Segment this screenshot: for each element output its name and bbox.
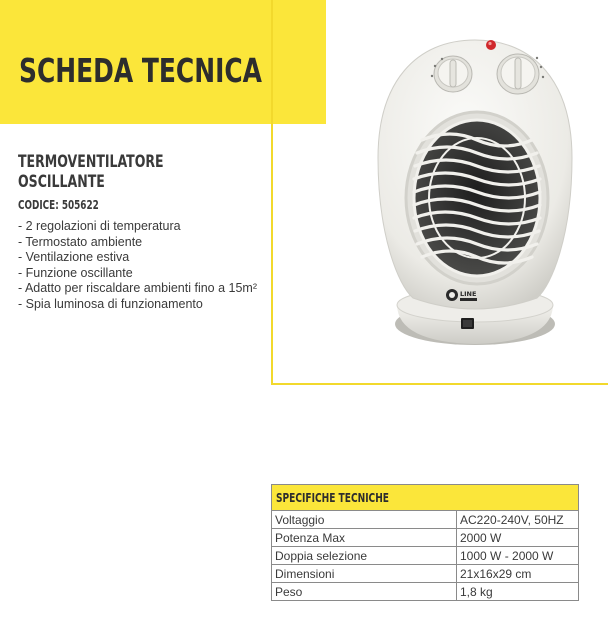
feature-item: - Funzione oscillante <box>18 265 133 280</box>
brand-logo <box>446 289 477 301</box>
fan-heater-image <box>372 30 582 350</box>
spec-value: AC220-240V, 50HZ <box>457 511 579 529</box>
spec-value: 1000 W - 2000 W <box>457 547 579 565</box>
product-name-line-2: OSCILLANTE <box>18 172 105 192</box>
table-row <box>272 529 579 547</box>
feature-item: - Termostato ambiente <box>18 234 143 249</box>
temperature-knob-icon <box>434 56 472 92</box>
specs-table <box>271 484 579 601</box>
spec-value: 1,8 kg <box>457 583 579 601</box>
spec-value: 2000 W <box>457 529 579 547</box>
feature-item: - Adatto per riscaldare ambienti fino a 15m² <box>18 281 258 295</box>
mode-knob-icon <box>497 54 539 94</box>
spec-label: Voltaggio <box>272 511 457 529</box>
frame-line-horizontal <box>271 383 608 385</box>
specs-table-header <box>272 485 579 511</box>
spec-value: 21x16x29 cm <box>457 565 579 583</box>
feature-list <box>18 219 257 312</box>
spec-label: Peso <box>272 583 457 601</box>
table-row <box>272 583 579 601</box>
spec-label: Doppia selezione <box>272 547 457 565</box>
product-code: CODICE: 505622 <box>18 198 99 212</box>
table-row <box>272 547 579 565</box>
power-light-icon <box>486 40 496 50</box>
specs-title: SPECIFICHE TECNICHE <box>276 490 390 505</box>
svg-text:LINE: LINE <box>460 290 477 298</box>
feature-item: - Spia luminosa di funzionamento <box>18 296 203 311</box>
product-name-line-1: TERMOVENTILATORE <box>18 152 164 172</box>
feature-item: - Ventilazione estiva <box>18 250 130 264</box>
page-title: SCHEDA TECNICA <box>19 51 262 90</box>
table-row <box>272 565 579 583</box>
power-switch-icon <box>461 318 474 329</box>
feature-item: - 2 regolazioni di temperatura <box>18 219 181 233</box>
spec-label: Dimensioni <box>272 565 457 583</box>
table-row <box>272 511 579 529</box>
product-name <box>18 152 164 192</box>
spec-label: Potenza Max <box>272 529 457 547</box>
frame-line-vertical <box>271 0 273 385</box>
header-banner <box>0 0 326 124</box>
